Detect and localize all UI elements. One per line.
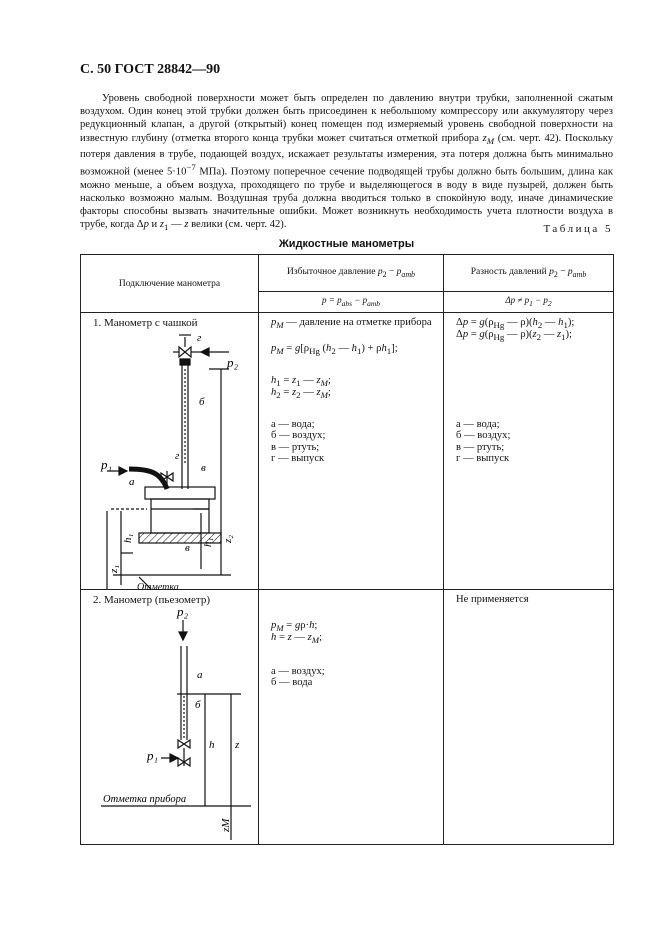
page-header: С. 50 ГОСТ 28842—90 (80, 62, 221, 77)
label-p2: p₂ (227, 355, 239, 370)
label-v: в (201, 462, 206, 474)
row2-difference-cell (444, 590, 614, 845)
row1-legend: а — вода; б — воздух; в — ртуть; г — выпуск (271, 419, 326, 464)
row1-diff-formula-1: $\Delta p = g(\rho_{Hg}$ — $\rho)(h_2$ — $h_1$); (456, 317, 575, 331)
col-subheader-overpressure: $p = p_{abs} - p_{amb}$ (259, 292, 444, 313)
col-header-overpressure: Избыточное давление $p_2 - p_{amb}$ (259, 255, 444, 292)
label-mark: Отметка прибора (103, 794, 187, 805)
label-p1: p₁ (147, 748, 159, 763)
label-b: б (195, 699, 201, 711)
manometer-table (80, 254, 614, 845)
mark-label-cup: Отметка (137, 582, 179, 593)
row2-not-applicable: Не применяется (456, 594, 529, 605)
label-h1: h₁ (122, 533, 134, 543)
label-g-top: г (197, 332, 202, 344)
row1-title: 1. Манометр с чашкой (93, 317, 198, 329)
row1-pm-definition: $p_M$ — давление на отметке прибора (271, 317, 432, 331)
label-z: z (235, 739, 240, 751)
label-z2: z₂ (222, 534, 234, 543)
row1-diff-legend: а — вода; б — воздух; в — ртуть; г — выпуск (456, 419, 511, 464)
col-header-connection: Подключение манометра (81, 255, 259, 313)
label-a: а (129, 476, 135, 488)
row2-overpressure-cell (259, 590, 444, 845)
row2-connection-cell (81, 590, 259, 845)
label-a: а (197, 669, 203, 681)
col-header-difference: Разность давлений $p_2 - p_{amb}$ (444, 255, 614, 292)
label-z1: z₁ (108, 564, 120, 573)
row1-formula-h2: $h_2 = z_2$ — $z_M$; (271, 387, 331, 401)
row1-formula-pm: $p_M = g[\rho_{Hg}$ ($h_2$ — $h_1) + \rho h_1$]; (271, 343, 398, 357)
label-v-bottom: в (185, 542, 190, 554)
table-title: Жидкостные манометры (278, 238, 415, 250)
label-h: h (209, 739, 215, 751)
row1-overpressure-cell (259, 313, 444, 590)
row1-diff-formula-2: $\Delta p = g(\rho_{Hg}$ — $\rho)(z_2$ — $z_1$); (456, 329, 573, 343)
piezometer-diagram (81, 590, 259, 844)
row1-formula-h1: $h_1 = z_1$ — $z_M$; (271, 375, 331, 389)
table-row (81, 313, 614, 590)
label-zm: zM (220, 818, 232, 832)
row1-difference-cell (444, 313, 614, 590)
row2-title: 2. Манометр (пьезометр) (93, 594, 210, 606)
label-g-side: г (175, 450, 180, 462)
body-paragraph: Уровень свободной поверхности может быть определен по давлению внутри трубки, заполненной сжатым воздухом. Один конец этой трубки должен быть присоединен к небольшому компрессору или аккумулятору через редукционный клапан, а другой (открытый) конец помещен под измеряемый уровень свободной поверхности на известную глубину (отметка второго конца трубки может считаться отметкой прибора $z_M$ (см. черт. 42). Поскольку потеря давления в трубе, подающей воздух, искажает результаты измерения, эта потеря должна быть минимально возможной (менее $5\cdot 10^{-7}$ МПа). Поэтому поперечное сечение подводящей трубы должно быть большим, длина как можно меньше, а объем воздуха, проходящего по трубе и выделяющегося в воду в виде пузырей, должен быть насколько возможно малым. Воздушная труба должна вводиться только в спокойную воду, иначе динамические факторы способны вызвать значительные ошибки. Может возникнуть необходимость учета плотности воздуха в трубе, когда Δp и $z_1$ — z велики (см. черт. 42). (80, 93, 613, 233)
cup-manometer-diagram (81, 313, 259, 589)
row2-formula-h: h = z — $z_M$; (271, 632, 323, 646)
col-subheader-difference: $\Delta p \ne p_1 - p_2$ (444, 292, 614, 313)
table-number: Таблица 5 (543, 223, 613, 235)
row2-formula-pm: $p_M = g\rho\cdot h$; (271, 620, 318, 634)
label-p2: p₂ (177, 604, 189, 619)
row2-legend: а — воздух; б — вода (271, 666, 325, 689)
row1-connection-cell (81, 313, 259, 593)
label-p1: p₁ (101, 457, 113, 472)
label-b: б (199, 396, 205, 408)
table-row (81, 590, 614, 845)
label-h1-right: h₁ (202, 537, 214, 547)
